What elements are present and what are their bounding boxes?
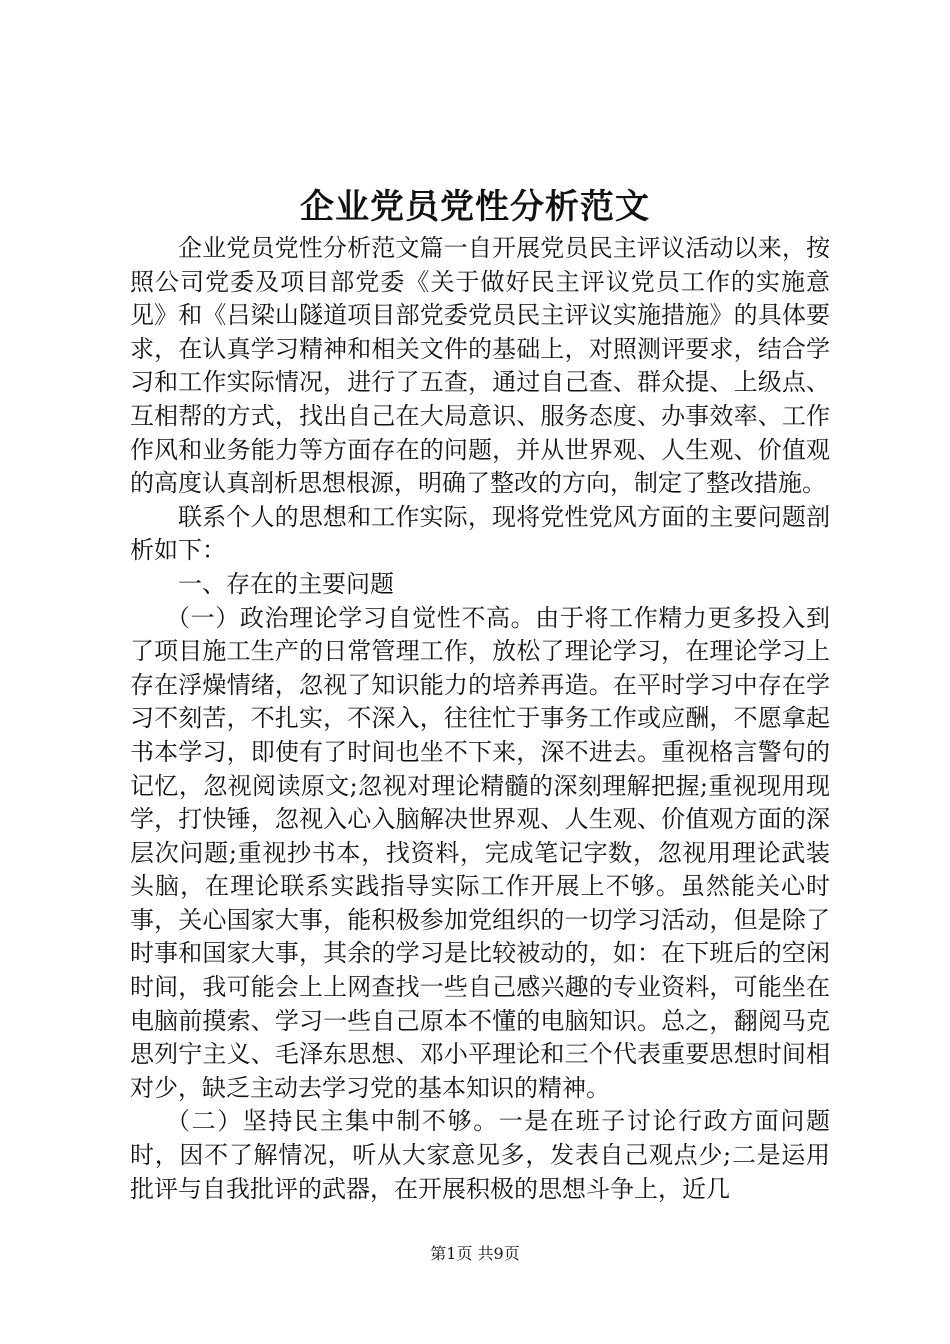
paragraph-analysis-intro: 联系个人的思想和工作实际，现将党性党风方面的主要问题剖析如下： [130, 502, 830, 565]
document-title: 企业党员党性分析范文 [300, 187, 650, 227]
document-body [130, 232, 830, 1206]
paragraph-problem-2: （二）坚持民主集中制不够。一是在班子讨论行政方面问题时，因不了解情况，听从大家意见多，发表自己观点少;二是运用批评与自我批评的武器，在开展积极的思想斗争上，近几 [130, 1107, 830, 1203]
section-heading-problems: 一、存在的主要问题 [178, 569, 394, 598]
paragraph-intro: 企业党员党性分析范文篇一自开展党员民主评议活动以来，按照公司党委及项目部党委《关于做好民主评议党员工作的实施意见》和《吕梁山隧道项目部党委党员民主评议实施措施》的具体要求，在认真学习精神和相关文件的基础上，对照测评要求，结合学习和工作实际情况，进行了五查，通过自己查、群众提、上级点、互相帮的方式，找出自己在大局意识、服务态度、办事效率、工作作风和业务能力等方面存在的问题，并从世界观、人生观、价值观的高度认真剖析思想根源，明确了整改的方向，制定了整改措施。 [130, 234, 830, 498]
paragraph-problem-1: （一）政治理论学习自觉性不高。由于将工作精力更多投入到了项目施工生产的日常管理工作，放松了理论学习，在理论学习上存在浮燥情绪，忽视了知识能力的培养再造。在平时学习中存在学习不刻苦，不扎实，不深入，往往忙于事务工作或应酬，不愿拿起书本学习，即使有了时间也坐不下来，深不进去。重视格言警句的记忆，忽视阅读原文;忽视对理论精髓的深刻理解把握;重视现用现学，打快锤，忽视入心入脑解决世界观、人生观、价值观方面的深层次问题;重视抄书本，找资料，完成笔记字数，忽视用理论武装头脑，在理论联系实践指导实际工作开展上不够。虽然能关心时事，关心国家大事，能积极参加党组织的一切学习活动，但是除了时事和国家大事，其余的学习是比较被动的，如：在下班后的空闲时间，我可能会上上网查找一些自己感兴趣的专业资料，可能坐在电脑前摸索、学习一些自己原本不懂的电脑知识。总之，翻阅马克思列宁主义、毛泽东思想、邓小平理论和三个代表重要思想时间相对少，缺乏主动去学习党的基本知识的精神。 [130, 603, 830, 1102]
page-footer: 第1页 共9页 [430, 1244, 520, 1263]
